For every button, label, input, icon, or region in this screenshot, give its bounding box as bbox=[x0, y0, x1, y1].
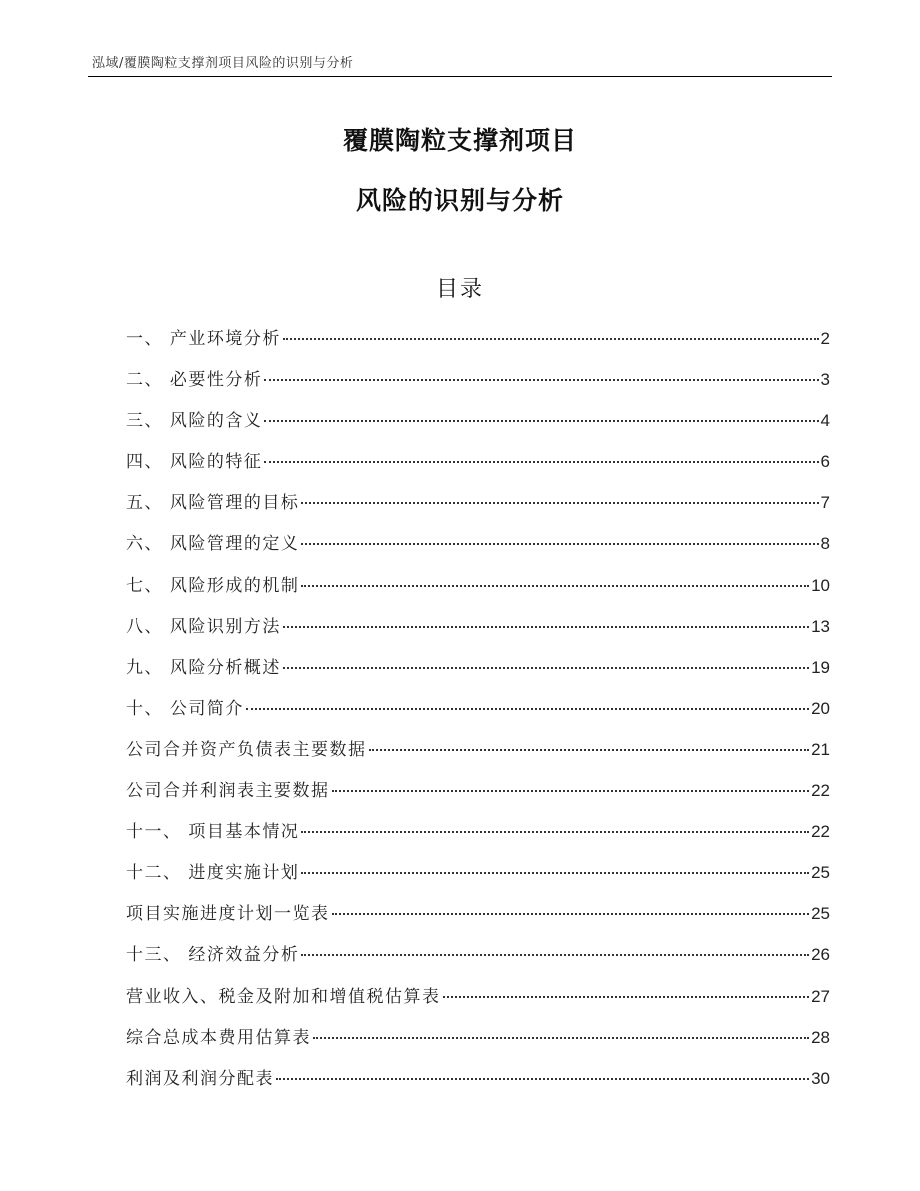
toc-entry-page: 28 bbox=[811, 1027, 830, 1047]
toc-entry-label: 利润及利润分配表 bbox=[126, 1068, 274, 1089]
toc-dot-leader bbox=[301, 502, 818, 504]
toc-entry-page: 26 bbox=[811, 945, 830, 965]
toc-entry-label: 项目实施进度计划一览表 bbox=[126, 904, 330, 925]
toc-entry-label: 综合总成本费用估算表 bbox=[126, 1027, 311, 1048]
toc-entry-page: 30 bbox=[811, 1068, 830, 1088]
toc-entry[interactable] bbox=[126, 940, 830, 981]
toc-entry-label: 营业收入、税金及附加和增值税估算表 bbox=[126, 986, 441, 1007]
toc-dot-leader bbox=[443, 996, 810, 998]
toc-entry-label: 七、 风险形成的机制 bbox=[126, 575, 300, 596]
document-title-line-2: 风险的识别与分析 bbox=[355, 186, 564, 215]
toc-entry-label: 公司合并利润表主要数据 bbox=[126, 781, 330, 802]
toc-dot-leader bbox=[283, 338, 819, 340]
toc-entry-page: 25 bbox=[811, 904, 830, 924]
toc-entry-page: 6 bbox=[820, 452, 830, 472]
toc-entry[interactable] bbox=[126, 529, 830, 570]
toc-entry-page: 21 bbox=[811, 739, 830, 759]
toc-entry-page: 25 bbox=[811, 863, 830, 883]
toc-entry-page: 2 bbox=[820, 329, 830, 348]
toc-entry-label: 六、 风险管理的定义 bbox=[126, 534, 300, 555]
running-header: 泓域/覆膜陶粒支撑剂项目风险的识别与分析 bbox=[92, 56, 354, 71]
toc-dot-leader bbox=[283, 667, 809, 669]
toc-dot-leader bbox=[283, 626, 809, 628]
toc-entry[interactable] bbox=[126, 735, 830, 776]
toc-entry-label: 一、 产业环境分析 bbox=[126, 329, 281, 349]
header-divider bbox=[88, 76, 832, 77]
toc-entry[interactable] bbox=[126, 612, 830, 653]
toc-entry-label: 九、 风险分析概述 bbox=[126, 657, 281, 678]
toc-dot-leader bbox=[301, 543, 818, 545]
toc-dot-leader bbox=[246, 708, 809, 710]
toc-entry-page: 10 bbox=[811, 575, 830, 595]
table-of-contents bbox=[126, 324, 830, 1105]
toc-entry-label: 五、 风险管理的目标 bbox=[126, 493, 300, 514]
toc-entry-label: 二、 必要性分析 bbox=[126, 370, 263, 391]
toc-entry[interactable] bbox=[126, 1064, 830, 1105]
toc-entry-page: 8 bbox=[820, 534, 830, 554]
toc-entry-page: 27 bbox=[811, 986, 830, 1006]
toc-dot-leader bbox=[313, 1037, 809, 1039]
toc-entry[interactable] bbox=[126, 817, 830, 858]
toc-entry-page: 7 bbox=[820, 493, 830, 513]
toc-dot-leader bbox=[264, 461, 818, 463]
toc-entry[interactable] bbox=[126, 694, 830, 735]
toc-dot-leader bbox=[332, 913, 810, 915]
toc-dot-leader bbox=[264, 379, 818, 381]
toc-entry-label: 十一、 项目基本情况 bbox=[126, 822, 300, 843]
toc-entry-label: 十二、 进度实施计划 bbox=[126, 863, 300, 884]
toc-dot-leader bbox=[301, 872, 809, 874]
toc-entry-page: 20 bbox=[811, 698, 830, 718]
toc-entry-page: 22 bbox=[811, 822, 830, 842]
toc-entry-label: 十三、 经济效益分析 bbox=[126, 945, 300, 966]
toc-entry-page: 4 bbox=[820, 411, 830, 431]
toc-dot-leader bbox=[369, 749, 810, 751]
toc-entry[interactable] bbox=[126, 899, 830, 940]
toc-heading: 目录 bbox=[435, 277, 484, 302]
toc-entry-page: 19 bbox=[811, 657, 830, 677]
toc-entry[interactable] bbox=[126, 858, 830, 899]
toc-entry[interactable] bbox=[126, 776, 830, 817]
toc-entry-page: 22 bbox=[811, 781, 830, 801]
toc-dot-leader bbox=[301, 954, 809, 956]
toc-entry[interactable] bbox=[126, 324, 830, 365]
toc-dot-leader bbox=[332, 790, 810, 792]
toc-entry-label: 公司合并资产负债表主要数据 bbox=[126, 739, 367, 760]
toc-entry[interactable] bbox=[126, 982, 830, 1023]
toc-entry[interactable] bbox=[126, 653, 830, 694]
toc-entry[interactable] bbox=[126, 365, 830, 406]
toc-entry-label: 四、 风险的特征 bbox=[126, 452, 263, 473]
toc-dot-leader bbox=[264, 420, 818, 422]
toc-entry[interactable] bbox=[126, 447, 830, 488]
toc-entry[interactable] bbox=[126, 488, 830, 529]
toc-entry-label: 八、 风险识别方法 bbox=[126, 616, 281, 637]
toc-dot-leader bbox=[276, 1078, 809, 1080]
toc-dot-leader bbox=[301, 585, 809, 587]
toc-entry-label: 三、 风险的含义 bbox=[126, 411, 263, 432]
toc-entry[interactable] bbox=[126, 571, 830, 612]
toc-entry[interactable] bbox=[126, 1023, 830, 1064]
toc-entry-page: 13 bbox=[811, 616, 830, 636]
toc-entry-label: 十、 公司简介 bbox=[126, 698, 244, 719]
toc-entry[interactable] bbox=[126, 406, 830, 447]
document-title-line-1: 覆膜陶粒支撑剂项目 bbox=[342, 126, 577, 155]
toc-entry-page: 3 bbox=[820, 370, 830, 390]
toc-dot-leader bbox=[301, 831, 809, 833]
